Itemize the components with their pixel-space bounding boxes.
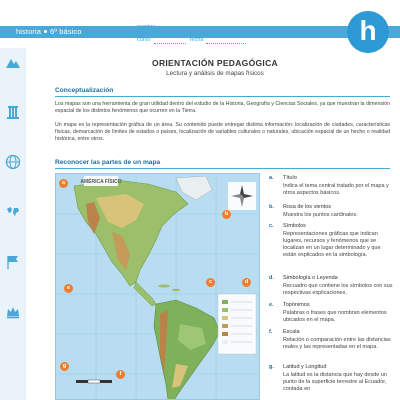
- item-letter: d.: [269, 275, 274, 281]
- marker-d: d: [242, 278, 251, 287]
- section-divider: [55, 96, 390, 97]
- item-title: Escala: [283, 329, 300, 335]
- item-title: Símbolos: [283, 223, 306, 229]
- course-label: curso: [137, 37, 151, 43]
- marker-f: f: [116, 370, 125, 379]
- sidebar: [0, 48, 26, 400]
- item-title: Topónimos: [283, 302, 310, 308]
- item-letter: b.: [269, 204, 274, 210]
- date-field[interactable]: [206, 43, 246, 44]
- name-field[interactable]: [157, 30, 339, 31]
- marker-b: b: [222, 210, 231, 219]
- logo-letter: h: [359, 15, 377, 46]
- flag-icon: [5, 254, 21, 270]
- item-letter: c.: [269, 223, 274, 229]
- globe-icon: [5, 154, 21, 170]
- item-title: Simbología o Leyenda: [283, 275, 338, 281]
- item-description: Palabras o frases que nombran elementos ubicados en el mapa.: [283, 310, 387, 324]
- physical-map: [55, 173, 260, 400]
- grade-name: 6º básico: [49, 27, 82, 36]
- course-field[interactable]: [154, 43, 186, 44]
- item-description: Recuadro que contiene los símbolos con sus respectivas explicaciones.: [283, 283, 393, 297]
- item-letter: f.: [269, 329, 273, 335]
- marker-c: c: [206, 278, 215, 287]
- item-description: La latitud es la distancia que hay desde un punto de la superficie terrestre al Ecuador, contada en: [283, 372, 387, 393]
- item-letter: a.: [269, 175, 274, 181]
- item-description: Muestra los puntos cardinales.: [283, 212, 358, 218]
- subject-name: historia: [16, 27, 41, 36]
- paragraph-intro: Los mapas son una herramienta de gran utilidad dentro del estudio de la Historia, Geografía y Ciencias Sociales, ya que muestran la dimensión espacial de los distintos fenómenos que ocurren en la Tierra.: [55, 101, 390, 114]
- item-title: Título: [283, 175, 297, 181]
- item-description: Representaciones gráficas que indican lugares, recursos y fenómenos que se localizan en un lugar determinado y que están explicados en la simbología.: [283, 231, 381, 259]
- scale-bar: [76, 380, 112, 383]
- marker-e: e: [64, 284, 73, 293]
- document-subtitle: Lectura y análisis de mapas físicos: [166, 70, 264, 77]
- marker-g: g: [60, 362, 69, 371]
- paragraph-definition: Un mapa es la representación gráfica de un área. Su contenido puede entregar distinta información: localización de ciudades, características físicas, demarcación de límites de estados o países, localización de variables culturales o naturales, ubicación espacial de un hecho o realidad histórica, entre otros.: [55, 122, 390, 142]
- document-title: ORIENTACIÓN PEDAGÓGICA: [152, 58, 278, 68]
- separator-dot: [44, 30, 47, 33]
- marker-a: a: [59, 179, 68, 188]
- item-description: Indica el tema central tratado por el mapa y otros aspectos básicos.: [283, 183, 389, 197]
- section-divider: [55, 168, 390, 169]
- legend-box: [218, 294, 256, 354]
- logo: [347, 11, 389, 53]
- section-heading-map: Reconocer las partes de un mapa: [55, 159, 161, 166]
- date-label: fecha: [190, 37, 204, 43]
- section-heading-concept: Conceptualización: [55, 87, 114, 94]
- item-letter: g.: [269, 364, 274, 370]
- pillar-icon: [5, 104, 21, 120]
- name-label: nombre: [137, 24, 156, 30]
- item-title: Latitud y Longitud: [283, 364, 327, 370]
- mountain-icon: [5, 54, 21, 70]
- world-map-icon: [5, 204, 21, 220]
- crown-icon: [5, 304, 21, 320]
- compass-rose-icon: [228, 182, 256, 210]
- item-description: Relación o comparación entre las distancias reales y las representadas en el mapa.: [283, 337, 391, 351]
- item-letter: e.: [269, 302, 274, 308]
- map-title: AMÉRICA FÍSICO: [80, 179, 122, 185]
- subject-label: [16, 26, 82, 38]
- map-illustration: [56, 174, 260, 400]
- item-title: Rosa de los vientos: [283, 204, 331, 210]
